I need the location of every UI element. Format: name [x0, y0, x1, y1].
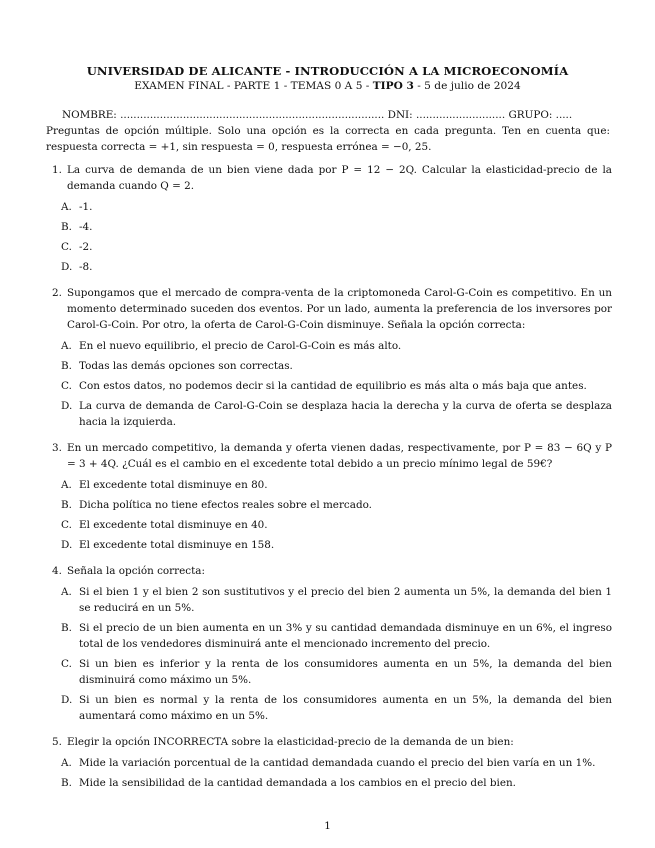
option-text: Con estos datos, no podemos decir si la cantidad de equilibrio es más alta o más baja que antes. [79, 380, 587, 392]
question-text: La curva de demanda de un bien viene dada por P = 12 − 2Q. Calcular la elasticidad-precio de la demanda cuando Q = 2. [67, 164, 612, 192]
option-text: El excedente total disminuye en 80. [79, 479, 268, 491]
option-a [61, 477, 612, 493]
option-text: El excedente total disminuye en 40. [79, 519, 268, 531]
option-c [61, 517, 612, 533]
option-letter: B. [61, 360, 72, 372]
question-4 [52, 563, 612, 724]
option-a [61, 199, 612, 215]
option-list [61, 584, 612, 724]
exam-type: TIPO 3 [372, 80, 414, 92]
option-c [61, 378, 612, 394]
option-letter: C. [61, 519, 72, 531]
option-b [61, 358, 612, 374]
option-b [61, 620, 612, 652]
option-text: Si un bien es inferior y la renta de los consumidores aumenta en un 5%, la demanda del bien disminuirá como máximo un 5%. [79, 658, 612, 686]
option-letter: D. [61, 400, 73, 412]
option-letter: A. [61, 340, 72, 352]
option-text: En el nuevo equilibrio, el precio de Carol-G-Coin es más alto. [79, 340, 402, 352]
question-stem [52, 440, 612, 472]
option-d [61, 398, 612, 430]
option-letter: C. [61, 380, 72, 392]
option-text: El excedente total disminuye en 158. [79, 539, 275, 551]
option-d [61, 692, 612, 724]
option-d [61, 537, 612, 553]
exam-date: - 5 de julio de 2024 [413, 80, 521, 92]
option-text: -4. [79, 221, 93, 233]
question-stem [52, 563, 612, 579]
question-3 [52, 440, 612, 553]
option-letter: A. [61, 201, 72, 213]
question-number: 3. [52, 442, 62, 454]
question-text: Supongamos que el mercado de compra-venta de la criptomoneda Carol-G-Coin es competitivo. En un momento determinado suceden dos eventos. Por un lado, aumenta la preferencia de los inversores por Carol-G-Coin. Por otro, la oferta de Carol-G-Coin disminuye. Señala la opción correcta: [67, 287, 612, 331]
option-text: -8. [79, 261, 93, 273]
option-text: Todas las demás opciones son correctas. [79, 360, 293, 372]
option-c [61, 239, 612, 255]
question-5 [52, 734, 612, 791]
option-b [61, 219, 612, 235]
option-text: Si el bien 1 y el bien 2 son sustitutivos y el precio del bien 2 aumenta un 5%, la demanda del bien 1 se reducirá en un 5%. [79, 586, 612, 614]
question-number: 5. [52, 736, 62, 748]
question-2 [52, 285, 612, 430]
option-text: Si el precio de un bien aumenta en un 3% y su cantidad demandada disminuye en un 6%, el ingreso total de los vendedores disminuirá ante el mencionado incremento del precio. [79, 622, 612, 650]
option-list [61, 755, 612, 791]
option-list [61, 338, 612, 430]
option-list [61, 199, 612, 275]
question-1 [52, 162, 612, 275]
option-letter: D. [61, 539, 73, 551]
option-b [61, 497, 612, 513]
option-text: Si un bien es normal y la renta de los consumidores aumenta en un 5%, la demanda del bien aumentará como máximo en un 5%. [79, 694, 612, 722]
page-number: 1 [324, 820, 331, 832]
option-text: -1. [79, 201, 93, 213]
option-a [61, 584, 612, 616]
question-stem [52, 162, 612, 194]
question-number: 2. [52, 287, 62, 299]
option-letter: A. [61, 757, 72, 769]
option-list [61, 477, 612, 553]
option-a [61, 338, 612, 354]
question-stem [52, 734, 612, 750]
option-text: Dicha política no tiene efectos reales sobre el mercado. [79, 499, 372, 511]
question-number: 1. [52, 164, 62, 176]
question-list [52, 162, 612, 801]
question-text: Señala la opción correcta: [67, 565, 205, 577]
option-letter: A. [61, 586, 72, 598]
exam-subtitle [0, 79, 655, 95]
option-letter: B. [61, 499, 72, 511]
option-letter: D. [61, 694, 73, 706]
option-text: Mide la variación porcentual de la cantidad demandada cuando el precio del bien varía en un 1%. [79, 757, 596, 769]
option-b [61, 775, 612, 791]
option-letter: B. [61, 622, 72, 634]
option-text: -2. [79, 241, 93, 253]
option-letter: C. [61, 658, 72, 670]
option-c [61, 656, 612, 688]
question-text: En un mercado competitivo, la demanda y oferta vienen dadas, respectivamente, por P = 83 − 6Q y P = 3 + 4Q. ¿Cuál es el cambio en el excedente total debido a un precio mínimo legal de 59€? [67, 442, 612, 470]
option-letter: C. [61, 241, 72, 253]
option-text: Mide la sensibilidad de la cantidad demandada a los cambios en el precio del bien. [79, 777, 516, 789]
option-text: La curva de demanda de Carol-G-Coin se desplaza hacia la derecha y la curva de oferta se desplaza hacia la izquierda. [79, 400, 612, 428]
option-letter: B. [61, 221, 72, 233]
subtitle-prefix: EXAMEN FINAL - PARTE 1 - TEMAS 0 A 5 - [134, 80, 373, 92]
option-letter: B. [61, 777, 72, 789]
exam-title: UNIVERSIDAD DE ALICANTE - INTRODUCCIÓN A LA MICROECONOMÍA [86, 64, 569, 78]
question-text: Elegir la opción INCORRECTA sobre la elasticidad-precio de la demanda de un bien: [67, 736, 514, 748]
option-d [61, 259, 612, 275]
option-letter: D. [61, 261, 73, 273]
question-stem [52, 285, 612, 333]
option-letter: A. [61, 479, 72, 491]
student-info-row: NOMBRE: ................................................................................ DNI: ........................... GRUPO: ..... [62, 109, 573, 121]
question-number: 4. [52, 565, 62, 577]
instructions: Preguntas de opción múltiple. Solo una opción es la correcta en cada pregunta. Ten en cuenta que: respuesta correcta = +1, sin respuesta = 0, respuesta errónea = −0, 25. [46, 125, 610, 153]
option-a [61, 755, 612, 771]
